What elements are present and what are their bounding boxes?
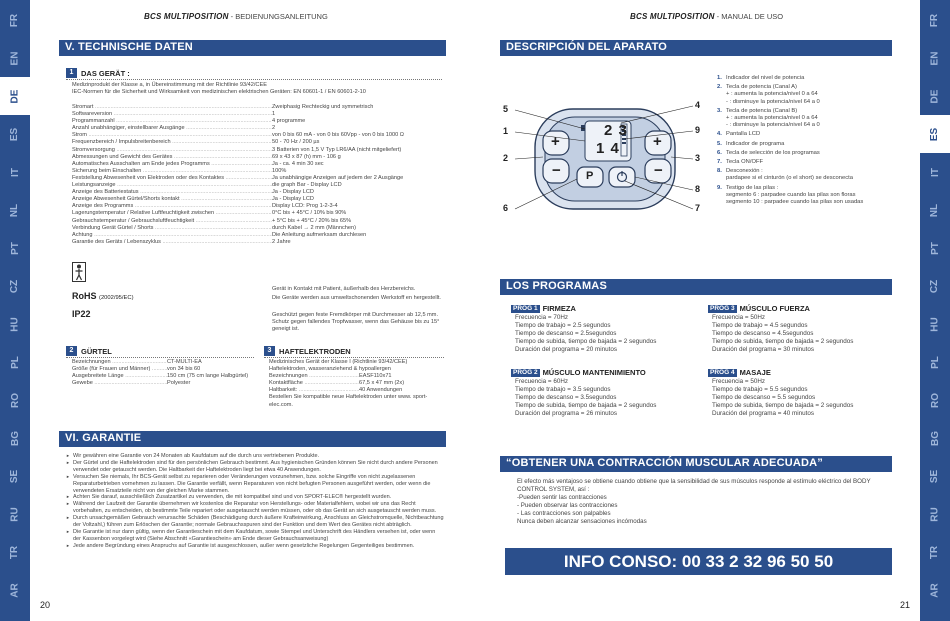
program-line: Frecuencia = 60Hz bbox=[515, 378, 569, 386]
language-tab-es[interactable] bbox=[920, 115, 950, 153]
part-text: Tecla de selección de los programas bbox=[726, 149, 820, 156]
language-tab-label: HU bbox=[929, 316, 941, 332]
spec-key: Abmessungen und Gewicht des Gerätes ..... bbox=[72, 154, 272, 161]
spec-row bbox=[72, 125, 444, 132]
warranty-item: ► Jede andere Begründung eines Anspruchs auf Garantie ist ausgeschlossen, außer wenn gesetzliche Regelungen Gegenteiliges bestimmen. bbox=[66, 543, 444, 550]
language-tab-ar[interactable] bbox=[0, 571, 30, 609]
program-3 bbox=[708, 305, 898, 355]
spec-value: Ja - ca. 4 min 30 sec bbox=[272, 160, 324, 167]
device-drawing bbox=[497, 95, 712, 220]
language-tab-bg[interactable] bbox=[0, 419, 30, 457]
language-tab-label: PL bbox=[929, 355, 941, 369]
spec-key: Garantie des Geräts / Lebenszyklus ..... bbox=[72, 239, 272, 246]
language-tab-de[interactable] bbox=[920, 77, 950, 115]
program-line: Tiempo de trabajo = 2.5 segundos bbox=[515, 322, 611, 330]
language-tab-label: RO bbox=[929, 392, 941, 408]
part-text: Tecla ON/OFF bbox=[726, 159, 764, 166]
language-tab-en[interactable] bbox=[920, 39, 950, 77]
program-1 bbox=[511, 305, 701, 355]
program-name: FIRMEZA bbox=[542, 304, 576, 313]
spec-value: 4 programme bbox=[272, 118, 306, 125]
language-tab-it[interactable] bbox=[0, 153, 30, 191]
language-tab-ro[interactable] bbox=[920, 381, 950, 419]
brand-logo: BCS MULTIPOSITION bbox=[630, 12, 715, 21]
spec-value: Ja - Display LCD bbox=[272, 196, 314, 203]
spec-key: Lagerungstemperatur / Relative Luftfeuchtigkeit zwischen ..... bbox=[72, 210, 272, 217]
spec-value: von 34 bis 60 bbox=[167, 366, 201, 373]
spec-row bbox=[72, 210, 444, 217]
spec-row bbox=[72, 175, 444, 182]
warranty-item: ► Achten Sie darauf, ausschließlich Zusatzartikel zu verwenden, die mit kompatibel sind und von SPORT-ELEC® hergestellt wurden. bbox=[66, 494, 444, 501]
spec-key: Programmanzahl ..... bbox=[72, 118, 272, 125]
program-line: Duración del programa = 30 minutos bbox=[712, 346, 815, 354]
spec-row bbox=[72, 366, 252, 373]
contraction-line: - Las contracciones son palpables bbox=[517, 510, 611, 517]
spec-value: Display LCD: Prog 1-2-3-4 bbox=[272, 203, 338, 210]
program-tag: PROG 4 bbox=[710, 369, 735, 376]
part-text: Desconexión : pardapee si el cinturón (o el short) se desconecta bbox=[726, 168, 853, 182]
program-4 bbox=[708, 369, 898, 419]
device-illustration bbox=[497, 95, 712, 220]
language-tab-fr[interactable] bbox=[0, 1, 30, 39]
language-tab-pt[interactable] bbox=[920, 229, 950, 267]
program-heading bbox=[708, 369, 898, 377]
right-page bbox=[497, 0, 918, 621]
language-tab-label: RO bbox=[9, 392, 21, 408]
language-tab-label: RU bbox=[929, 506, 941, 522]
spec-value: 40 Anwendungen bbox=[359, 387, 403, 394]
language-tab-en[interactable] bbox=[0, 39, 30, 77]
program-heading bbox=[511, 369, 701, 377]
info-conso-banner: INFO CONSO: 00 33 2 32 96 50 50 bbox=[505, 548, 892, 575]
part-number: 5. bbox=[717, 140, 722, 147]
part-item bbox=[717, 131, 917, 138]
language-tab-ru[interactable] bbox=[920, 495, 950, 533]
spec-row bbox=[72, 196, 444, 203]
part-text: Pantalla LCD bbox=[726, 131, 761, 138]
spec-value: Polyester bbox=[167, 380, 191, 387]
spec-key: Sicherung beim Einschalten ..... bbox=[72, 168, 272, 175]
language-tab-hu[interactable] bbox=[920, 305, 950, 343]
subsection-device bbox=[66, 68, 130, 78]
spec-row bbox=[72, 239, 444, 246]
section-contraction-title: “OBTENER UNA CONTRACCIÓN MUSCULAR ADECUADA” bbox=[500, 456, 892, 472]
program-line: Duración del programa = 20 minutos bbox=[515, 346, 618, 354]
program-line: Frecuencia = 70Hz bbox=[515, 314, 569, 322]
section-programs-title: LOS PROGRAMAS bbox=[500, 279, 892, 295]
left-header bbox=[144, 12, 328, 21]
callout-8: 8 bbox=[695, 184, 701, 194]
part-number: 7. bbox=[717, 159, 722, 166]
rohs-text: Die Geräte werden aus umweltschonenden Werkstoff en hergestellt. bbox=[272, 295, 441, 301]
spec-value: 50 - 70 Hz / 200 µs bbox=[272, 139, 320, 146]
contraction-line: -Pueden sentir las contracciones bbox=[517, 494, 607, 501]
callout-9: 9 bbox=[695, 125, 701, 135]
spec-value: 3 Batterien von 1,5 V Typ LR6/AA (nicht mitgeliefert) bbox=[272, 146, 402, 153]
parts-list bbox=[717, 75, 917, 208]
spec-row bbox=[72, 359, 252, 366]
spec-row bbox=[72, 139, 444, 146]
language-tab-pl[interactable] bbox=[0, 343, 30, 381]
language-tab-label: NL bbox=[929, 203, 941, 217]
spec-row bbox=[72, 132, 444, 139]
spec-row bbox=[72, 232, 444, 239]
language-tab-label: ES bbox=[9, 127, 21, 141]
program-line: Tiempo de trabajo = 3.5 segundos bbox=[515, 386, 611, 394]
language-tab-nl[interactable] bbox=[0, 191, 30, 229]
spec-value: 1 bbox=[272, 111, 276, 118]
language-tab-ru[interactable] bbox=[0, 495, 30, 533]
language-tab-label: FR bbox=[9, 13, 21, 27]
program-line: Tiempo de descanso = 2.5segundos bbox=[515, 330, 617, 338]
language-tab-label: TR bbox=[929, 545, 941, 559]
spec-value: 0°C bis + 45°C / 10% bis 90% bbox=[272, 210, 347, 217]
callout-6: 6 bbox=[503, 203, 509, 213]
spec-key: Anzeige des Programms ..... bbox=[72, 203, 272, 210]
language-tab-label: AR bbox=[929, 582, 941, 598]
bf-text: Gerät in Kontakt mit Patient, äußerhalb des Herzbereichs. bbox=[272, 286, 416, 292]
spec-row bbox=[269, 387, 444, 394]
language-tab-es[interactable] bbox=[0, 115, 30, 153]
channel-b-plus-button[interactable]: + bbox=[653, 133, 662, 150]
spec-key: Kontaktfläche ..... bbox=[269, 380, 359, 387]
language-tab-label: AR bbox=[9, 582, 21, 598]
part-item bbox=[717, 108, 917, 130]
spec-row bbox=[72, 373, 252, 380]
program-tag: PROG 1 bbox=[513, 305, 538, 312]
spec-value: 69 x 43 x 87 (h) mm - 106 g bbox=[272, 153, 341, 160]
language-tab-tr[interactable] bbox=[0, 533, 30, 571]
part-text: Tecla de potencia (Canal B) + : aumenta la potencia/nivel 0 a 64 - : disminuye la potencia/nivel 64 a 0 bbox=[726, 107, 820, 129]
subsection-title: DAS GERÄT : bbox=[81, 68, 130, 78]
part-text: Indicador del nivel de potencia bbox=[726, 75, 805, 81]
program-line: Tiempo de trabajo = 4.5 segundos bbox=[712, 322, 808, 330]
spec-value: 150 cm (75 cm lange Halbgürtel) bbox=[167, 373, 249, 380]
spec-value: Ja - Display LCD bbox=[272, 189, 314, 196]
spec-row bbox=[72, 225, 444, 232]
warranty-item: ► Durch unsachgemäßen Gebrauch verursachte Schäden (Beschädigung durch äußere Krafteinwirkung, Anschluss an Gleichstromquelle, Nichtbeachtung der Voltzahl,) führen zum Erlöschen der Garantie; normale Gebrauchsspuren sind der Funktion und dem Wert des Gerätes nicht abträglich. bbox=[66, 515, 444, 529]
spec-value: von 0 bis 60 mA - von 0 bis 60Vpp - von 0 bis 1000 Ω bbox=[272, 132, 404, 139]
language-tabs-left bbox=[0, 0, 30, 621]
language-tab-pt[interactable] bbox=[0, 229, 30, 267]
language-tab-cz[interactable] bbox=[0, 267, 30, 305]
part-item bbox=[717, 84, 917, 106]
spec-value: Die Anleitung aufmerksam durchlesen bbox=[272, 231, 367, 238]
section-technical-data-title: V. TECHNISCHE DATEN bbox=[59, 40, 446, 56]
callout-3: 3 bbox=[695, 153, 701, 163]
contraction-line: Nunca deben alcanzar sensaciones incómodas bbox=[517, 518, 647, 525]
spec-row bbox=[72, 189, 444, 196]
program-line: Frecuencia = 50Hz bbox=[712, 378, 766, 386]
left-page bbox=[32, 0, 454, 621]
language-tab-label: PT bbox=[929, 241, 941, 255]
spec-value: Zweiphasig Rechteckig und symmetrisch bbox=[272, 104, 374, 110]
page-number: 20 bbox=[40, 600, 51, 610]
spec-key: Anzeige Abwesenheit Gürtel/Shorts kontakt ..... bbox=[72, 196, 272, 203]
part-item bbox=[717, 185, 917, 207]
language-tab-label: CZ bbox=[929, 279, 941, 293]
program-line: Tiempo de descanso = 4.5segundos bbox=[712, 330, 814, 338]
program-line: Tiempo de subida, tiempo de bajada = 2 segundos bbox=[515, 402, 657, 410]
spec-key: Strom ..... bbox=[72, 132, 272, 139]
spec-value: 100% bbox=[272, 167, 287, 174]
spec-row bbox=[72, 168, 444, 175]
spec-row bbox=[72, 111, 444, 118]
spec-value: durch Kabel → 2 mm (Männchen) bbox=[272, 224, 356, 231]
section-description-title: DESCRIPCIÓN DEL APARATO bbox=[500, 40, 892, 56]
program-line: Frecuencia = 50Hz bbox=[712, 314, 766, 322]
power-icon[interactable] bbox=[614, 169, 630, 185]
program-tag: PROG 2 bbox=[513, 369, 538, 376]
warranty-item: ► Wir gewähren eine Garantie von 24 Monaten ab Kaufdatum auf die durch uns vertriebenen Produkte. bbox=[66, 453, 444, 460]
language-tabs-right bbox=[920, 0, 950, 621]
language-tab-se[interactable] bbox=[0, 457, 30, 495]
language-tab-label: IT bbox=[9, 167, 21, 177]
belt-list bbox=[72, 359, 252, 387]
language-tab-label: CZ bbox=[9, 279, 21, 293]
language-tab-it[interactable] bbox=[920, 153, 950, 191]
part-number: 2. bbox=[717, 84, 722, 91]
spec-key: Gebrauchstemperatur / Gebrauchsluftfeuchtigkeit ..... bbox=[72, 218, 272, 225]
callout-5: 5 bbox=[503, 104, 509, 114]
language-tab-label: BG bbox=[9, 430, 21, 446]
electrodes-intro-line: Haftelektroden, wasseranziehend & hypoallergen bbox=[269, 366, 391, 373]
callout-4: 4 bbox=[695, 100, 701, 110]
spec-value: 2 bbox=[272, 125, 276, 132]
spec-row bbox=[269, 373, 444, 380]
language-tab-label: EN bbox=[929, 51, 941, 65]
program-heading bbox=[708, 305, 898, 313]
spec-row bbox=[72, 161, 444, 168]
manual-title: - MANUAL DE USO bbox=[714, 12, 784, 21]
program-heading bbox=[511, 305, 701, 313]
spec-key: Feststellung Abwesenheit von Elektroden oder des Kontaktes ..... bbox=[72, 175, 272, 182]
spec-key: Leistungsanzeige ..... bbox=[72, 182, 272, 189]
intro-line: IEC-Normen für die Sicherheit und Wirksamkeit von medizinischen elektrischen Geräten: EN 60601-1 / EN 60601-2-10 bbox=[72, 89, 366, 96]
part-item bbox=[717, 159, 917, 166]
language-tab-label: DE bbox=[9, 89, 21, 103]
subsection-electrodes: 3 HAFTELEKTRODEN bbox=[264, 346, 351, 356]
spec-value: CT-MULTI-EA bbox=[167, 359, 202, 365]
callout-7: 7 bbox=[695, 203, 701, 213]
section-warranty-title: VI. GARANTIE bbox=[59, 431, 446, 447]
language-tab-se[interactable] bbox=[920, 457, 950, 495]
channel-b-minus-button[interactable]: − bbox=[654, 162, 663, 179]
spec-value: 67,5 x 47 mm (2x) bbox=[359, 380, 405, 387]
language-tab-label: PL bbox=[9, 355, 21, 369]
part-text: Testigo de las pilas : segmento 6 : parpadee cuando las pilas son floras segmento 10 : parpadee cuando las pilas son usadas bbox=[726, 184, 864, 206]
spec-key: Anzahl unabhängiger, einstellbarer Ausgänge ..... bbox=[72, 125, 272, 132]
callout-2: 2 bbox=[503, 153, 509, 163]
language-tab-pl[interactable] bbox=[920, 343, 950, 381]
spec-value: 2 Jahre bbox=[272, 238, 291, 245]
spec-key: Haltbarkeit: ..... bbox=[269, 387, 359, 394]
language-tab-label: DE bbox=[929, 89, 941, 103]
right-header bbox=[630, 12, 783, 21]
program-line: Tiempo de subida, tiempo de bajada = 2 segundos bbox=[712, 402, 854, 410]
part-number: 8. bbox=[717, 168, 722, 175]
brand-logo: BCS MULTIPOSITION bbox=[144, 12, 229, 21]
spec-value: die graph Bar - Display LCD bbox=[272, 182, 342, 189]
spec-list bbox=[72, 104, 444, 246]
spec-row bbox=[72, 147, 444, 154]
language-tab-hu[interactable] bbox=[0, 305, 30, 343]
subsection-number: 1 bbox=[66, 68, 77, 78]
spec-row bbox=[72, 118, 444, 125]
subsection-belt: 2 GÜRTEL bbox=[66, 346, 112, 356]
spec-row bbox=[72, 218, 444, 225]
divider bbox=[264, 357, 444, 358]
language-tab-label: SE bbox=[9, 469, 21, 483]
warranty-list bbox=[66, 453, 444, 550]
program-button[interactable]: P bbox=[586, 170, 594, 182]
spec-row bbox=[72, 380, 252, 387]
language-tab-de[interactable] bbox=[0, 77, 30, 115]
spec-row bbox=[72, 154, 444, 161]
spec-value: EASF110x71 bbox=[359, 373, 392, 380]
contraction-text bbox=[517, 478, 892, 526]
spec-key: Bezeichnungen ..... bbox=[269, 373, 359, 380]
part-text: Indicador de programa bbox=[726, 140, 785, 147]
lcd-digits-bottom: 1 4 bbox=[596, 140, 620, 157]
spec-value: + 5°C bis + 45°C / 20% bis 65% bbox=[272, 217, 352, 224]
language-tab-label: RU bbox=[9, 506, 21, 522]
language-tab-label: BG bbox=[929, 430, 941, 446]
spec-key: Ausgebreitete Länge ..... bbox=[72, 373, 167, 380]
language-tab-label: PT bbox=[9, 241, 21, 255]
program-line: Tiempo de descanso = 5.5 segundos bbox=[712, 394, 816, 402]
electrodes-intro-line: Medizinisches Gerät der Klasse I (Richtlinie 93/42/CEE) bbox=[269, 359, 408, 365]
spec-key: Stromart ..... bbox=[72, 104, 272, 111]
language-tab-ar[interactable] bbox=[920, 571, 950, 609]
language-tab-cz[interactable] bbox=[920, 267, 950, 305]
channel-a-minus-button[interactable]: − bbox=[552, 162, 561, 179]
part-item bbox=[717, 150, 917, 157]
program-name: MASAJE bbox=[739, 368, 771, 377]
program-2 bbox=[511, 369, 701, 419]
language-tab-label: FR bbox=[929, 13, 941, 27]
rohs-label: RoHS (2002/95/EC) bbox=[72, 291, 134, 301]
manual-title: - BEDIENUNGSANLEITUNG bbox=[228, 12, 328, 21]
lcd-digits-top: 2 3 bbox=[604, 122, 628, 139]
bf-symbol bbox=[72, 262, 102, 282]
program-line: Tiempo de subida, tiempo de bajada = 2 segundos bbox=[515, 338, 657, 346]
language-tab-label: NL bbox=[9, 203, 21, 217]
spec-key: Automatisches Ausschalten am Ende jedes Programms ..... bbox=[72, 161, 272, 168]
spec-key: Stromversorgung ..... bbox=[72, 147, 272, 154]
contraction-line: - Pueden observar las contracciones bbox=[517, 502, 618, 509]
language-tab-fr[interactable] bbox=[920, 1, 950, 39]
language-tab-label: ES bbox=[929, 127, 941, 141]
language-tab-label: SE bbox=[929, 469, 941, 483]
program-tag: PROG 3 bbox=[710, 305, 735, 312]
callout-1: 1 bbox=[503, 126, 509, 136]
spec-key: Frequenzbereich / Impulsbreitenbereich ..... bbox=[72, 139, 272, 146]
electrodes-note: Bestellen Sie kompatible neue Haftelektroden unter www. sport-elec.com. bbox=[269, 394, 428, 408]
spec-row bbox=[72, 182, 444, 189]
spec-row bbox=[72, 104, 444, 111]
language-tab-nl[interactable] bbox=[920, 191, 950, 229]
spec-row bbox=[72, 203, 444, 210]
program-line: Tiempo de subida, tiempo de bajada = 2 segundos bbox=[712, 338, 854, 346]
intro-line: Medizinprodukt der Klasse a, in Übereinstimmung mit der Richtlinie 93/42/CEE bbox=[72, 82, 267, 88]
spec-row bbox=[269, 380, 444, 387]
part-text: Tecla de potencia (Canal A) + : aumenta la potencia/nivel 0 a 64 - : disminuye la potencia/nivel 64 a 0 bbox=[726, 84, 820, 105]
ip-label: IP22 bbox=[72, 309, 91, 319]
language-tab-label: IT bbox=[929, 167, 941, 177]
program-line: Tiempo de trabajo = 5.5 segundos bbox=[712, 386, 808, 394]
electrodes-list bbox=[269, 359, 444, 409]
channel-a-plus-button[interactable]: + bbox=[551, 133, 560, 150]
spec-key: Gewebe ..... bbox=[72, 380, 167, 387]
part-number: 3. bbox=[717, 107, 722, 114]
program-name: MÚSCULO MANTENIMIENTO bbox=[542, 368, 646, 377]
spec-key: Größe (für Frauen und Männer) ..... bbox=[72, 366, 167, 373]
spec-key: Achtung ..... bbox=[72, 232, 272, 239]
language-tab-label: EN bbox=[9, 51, 21, 65]
language-tab-label: TR bbox=[9, 545, 21, 559]
part-number: 4. bbox=[717, 131, 722, 138]
spec-key: Verbindung Gerät Gürtel / Shorts ..... bbox=[72, 225, 272, 232]
body-figure-icon bbox=[72, 262, 86, 282]
program-line: Duración del programa = 40 minutos bbox=[712, 410, 815, 418]
warranty-item: ► Versuchen Sie niemals, Ihr BCS-Gerät selbst zu reparieren oder Veränderungen vorzunehmen, bzw. solche Eingriffe von nicht zugelassenen Reparaturbetrieben vornehmen zu lassen. Die Garantie verfällt, wenn Reparaturen von nicht befugten Personen ausgeführt werden, oder wenn die verwendeten Ersatzteile nicht von der gleichen Marke stammen. bbox=[66, 474, 444, 495]
spec-value: Ja unabhängige Anzeigen auf jedem der 2 Ausgänge bbox=[272, 174, 404, 181]
spec-key: Anzeige des Batteriestatus ..... bbox=[72, 189, 272, 196]
warranty-item: ► Der Gürtel und die Haftelektroden sind für den persönlichen Gebrauch bestimmt. Aus hygienischen Gründen können Sie nicht durch andere Personen verwendet oder getauscht werden. Die Haltbarkeit der Haftelektroden liegt bei etwa 40 Anwendungen. bbox=[66, 460, 444, 474]
language-tab-ro[interactable] bbox=[0, 381, 30, 419]
warranty-item: ► Während der Laufzeit der Garantie übernehmen wir kostenlos die Reparatur von Herstellungs- oder Materialfehlern, wobei wir uns das Recht vorbehalten, zu entscheiden, ob bestimmte Teile repariert oder ausgetauscht werden müssen, oder ob das Gerät an sich ausgetauscht werden muss. bbox=[66, 501, 444, 515]
device-intro bbox=[72, 82, 444, 96]
warranty-item: ► Die Garantie ist nur dann gültig, wenn der Garantieschein mit dem Kaufdatum, sowie Stempel und Unterschrift des Händlers versehen ist, oder wenn der Kassenbon vorgelegt wird (Siehe Abschnitt «Garantieschein» am Ende dieser Gebrauchsanweisung) bbox=[66, 529, 444, 543]
language-tab-tr[interactable] bbox=[920, 533, 950, 571]
page-number: 21 bbox=[900, 600, 911, 610]
divider bbox=[66, 357, 254, 358]
divider bbox=[66, 79, 442, 80]
part-item bbox=[717, 168, 917, 182]
part-number: 1. bbox=[717, 75, 722, 81]
part-item bbox=[717, 75, 917, 82]
part-item bbox=[717, 141, 917, 148]
part-number: 9. bbox=[717, 184, 722, 191]
program-name: MÚSCULO FUERZA bbox=[739, 304, 810, 313]
spec-key: Softwareversion ..... bbox=[72, 111, 272, 118]
part-number: 6. bbox=[717, 149, 722, 156]
language-tab-label: HU bbox=[9, 316, 21, 332]
ip-text: Geschützt gegen feste Fremdkörper mit Durchmesser ab 12,5 mm. Schutz gegen fallendes Tropfwasser, wenn das Gehäuse bis zu 15° geneigt ist. bbox=[272, 312, 440, 333]
language-tab-bg[interactable] bbox=[920, 419, 950, 457]
contraction-line: El efecto más ventajoso se obtiene cuando obtiene que la sensibilidad de sus músculos responde al estímulo eléctrico del BODY CONTROL SYSTEM, así : bbox=[517, 478, 871, 493]
program-line: Duración del programa = 26 minutos bbox=[515, 410, 618, 418]
program-line: Tiempo de descanso = 3.5segundos bbox=[515, 394, 617, 402]
spec-key: Bezeichnungen ..... bbox=[72, 359, 167, 366]
